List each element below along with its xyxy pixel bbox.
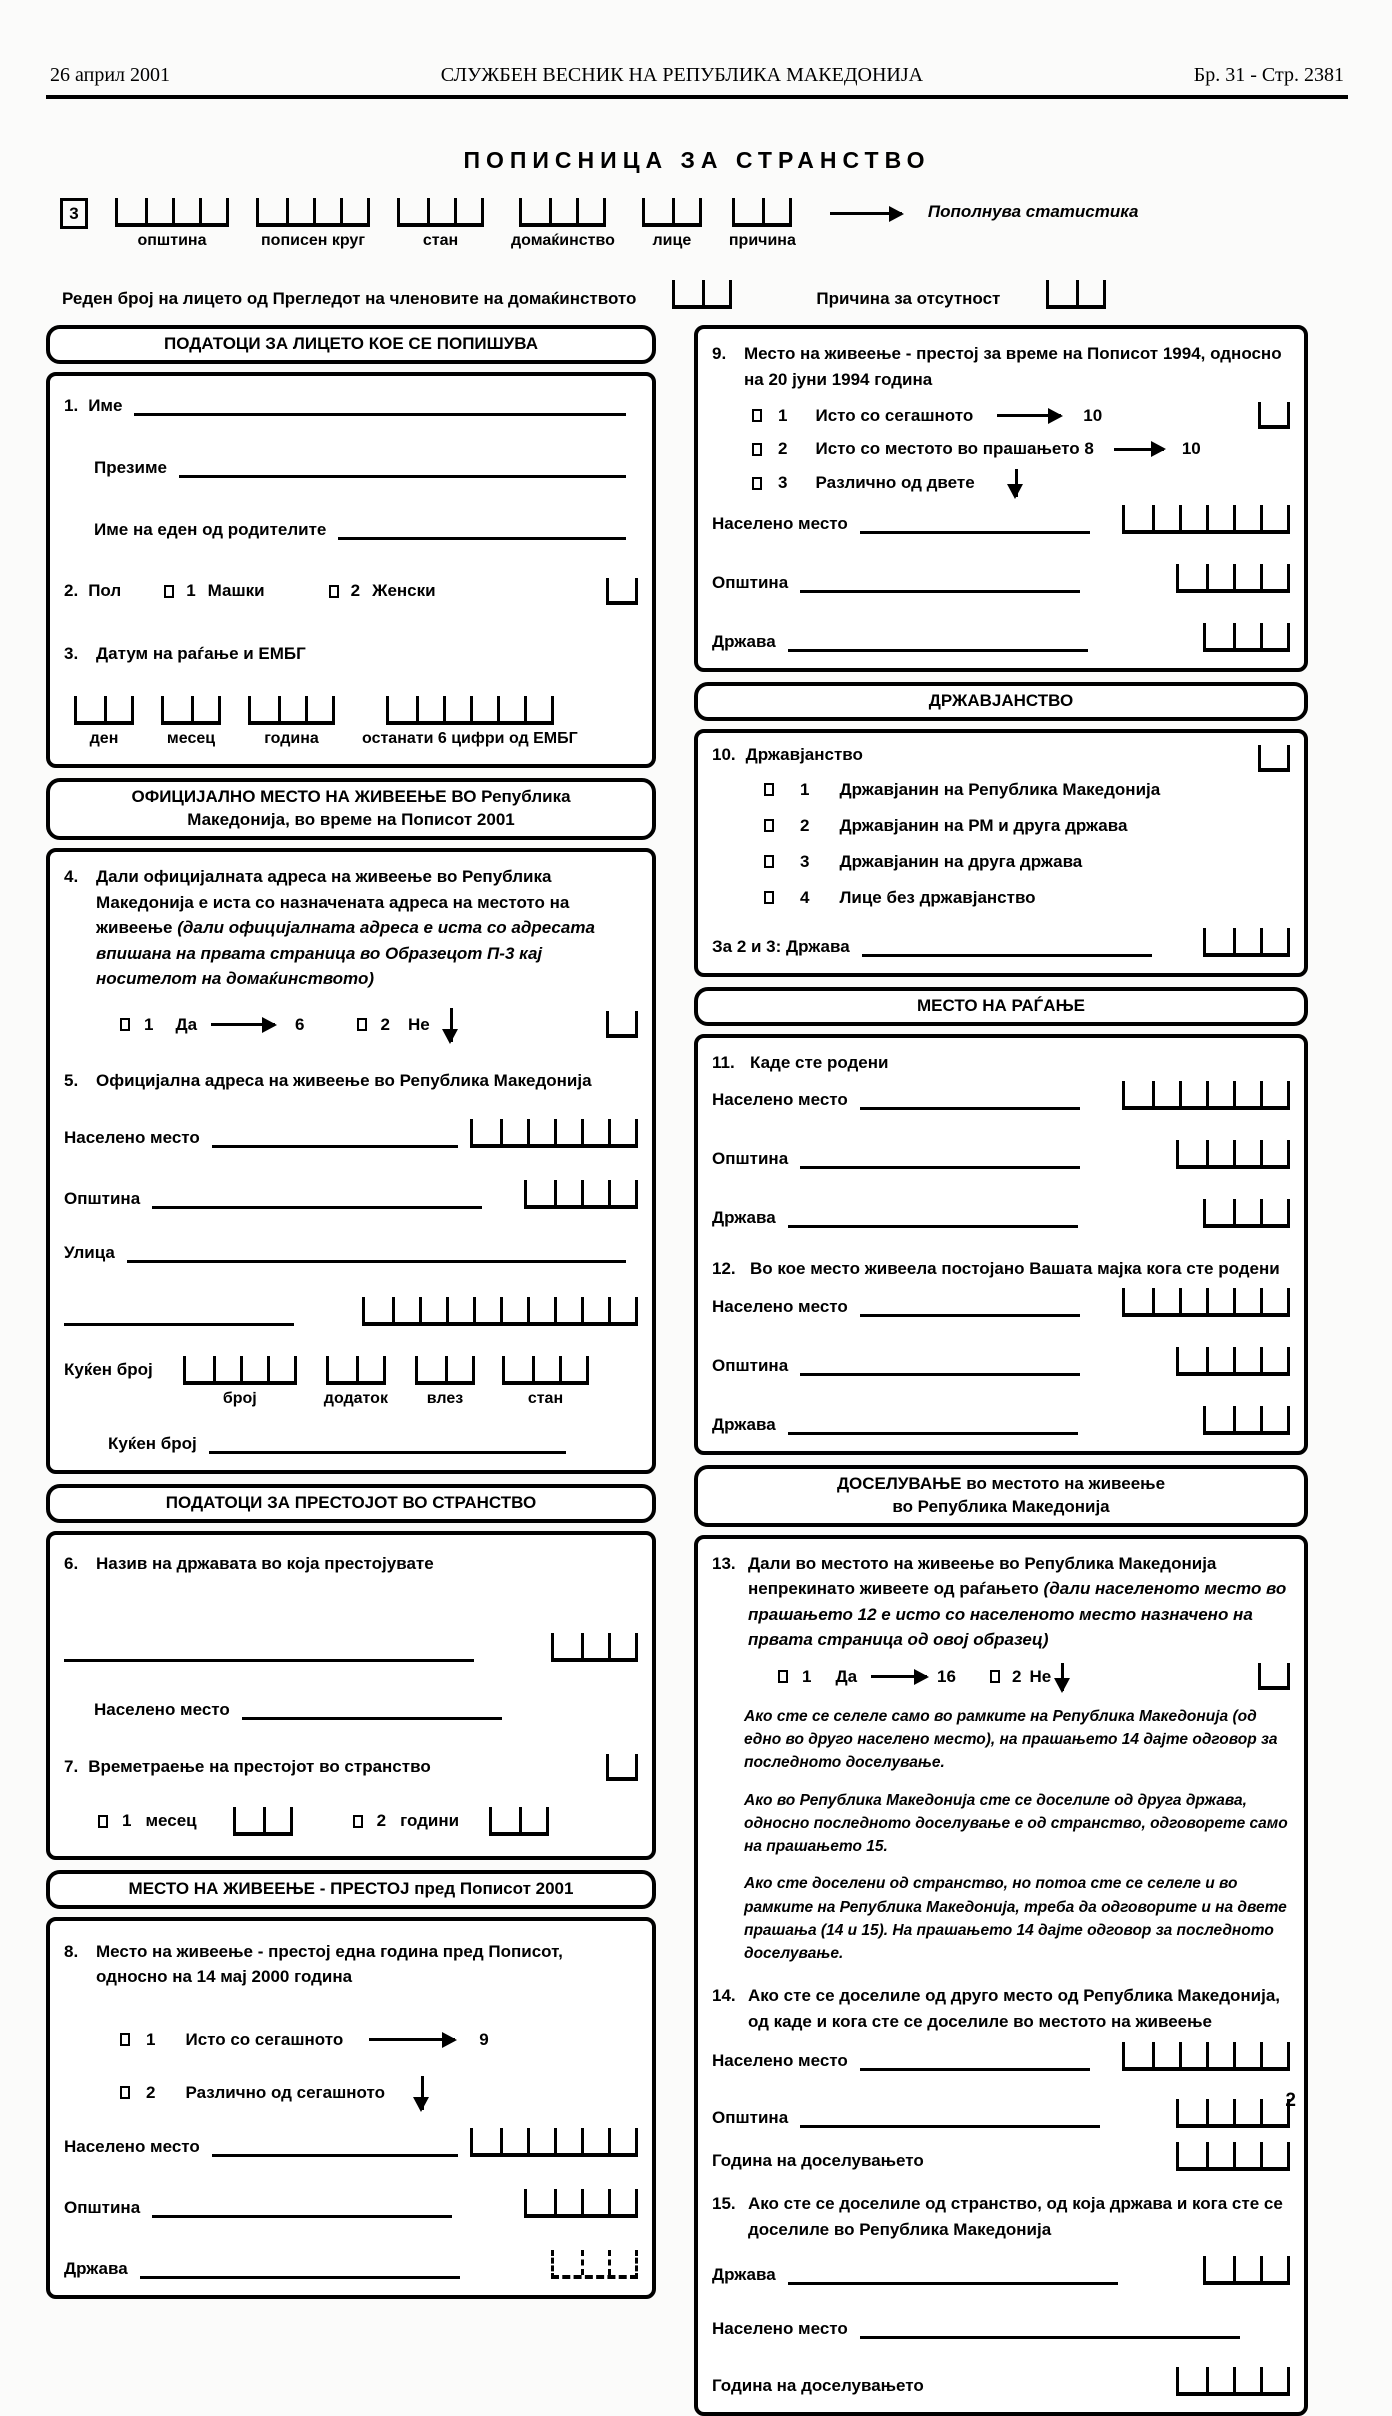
q13-yes-label: Да — [835, 1666, 858, 1686]
ordinal-cells[interactable] — [672, 280, 732, 309]
section-official-box — [46, 848, 656, 1474]
q11-naseleno-cells[interactable] — [1122, 1081, 1290, 1110]
q5-broj-group — [183, 1356, 297, 1408]
q9-label: Место на живеење - престој за време на Пописот 1994, односно на 20 јуни 1994 година — [744, 344, 1282, 389]
q4-no-code: 2 — [380, 1014, 390, 1034]
q7-month-cells[interactable] — [233, 1807, 293, 1836]
q7-month-checkbox[interactable] — [98, 1815, 108, 1828]
section-person-box — [46, 372, 656, 769]
q1-number: 1. — [64, 395, 79, 415]
q9-naseleno-input[interactable] — [860, 520, 1090, 534]
q2-male-code: 1 — [186, 581, 196, 601]
q3-embg-cells[interactable] — [386, 696, 554, 725]
q12-naseleno-label: Населено место — [712, 1296, 848, 1316]
lice-code-cells[interactable] — [642, 198, 702, 227]
header-rule — [46, 95, 1348, 99]
q2-answer-box[interactable] — [606, 578, 638, 605]
q6-drzava-cells[interactable] — [551, 1633, 638, 1662]
q4-text: Дали официјалната адреса на живеење во Република Македонија е иста со назначената адреса на местото на живеење (дали официјалната адреса е иста со адресата впишана на првата страница во Образецот П-3 кај носителот на домаќинството) — [96, 867, 595, 989]
q3-month-label: месец — [166, 730, 216, 748]
q6-label: Назив на државата во која престојувате — [96, 1554, 434, 1574]
q11-opstina-input[interactable] — [800, 1155, 1080, 1169]
q15-naseleno-label: Населено место — [712, 2319, 848, 2339]
q14-godina-cells[interactable] — [1176, 2142, 1290, 2171]
q12-number: 12. — [712, 1259, 736, 1279]
q7-answer-box[interactable] — [606, 1754, 638, 1781]
q3-year-cells[interactable] — [248, 696, 335, 725]
q5-stan-label: стан — [527, 1390, 564, 1408]
code-group-opstina — [115, 198, 229, 250]
code-group-pricina — [729, 198, 796, 250]
q9-same-label: Исто со сегашното — [815, 405, 974, 425]
section-abroad-header: ПОДАТОЦИ ЗА ПРЕСТОЈОТ ВО СТРАНСТВО — [46, 1484, 656, 1523]
q9-number: 9. — [712, 344, 727, 363]
section-migration-box — [694, 1535, 1308, 2416]
section-migration-line2: во Република Македонија — [892, 1496, 1110, 1516]
q5-broj-cells[interactable] — [183, 1356, 297, 1385]
section-before-box — [46, 1917, 656, 2299]
q7-years-checkbox[interactable] — [353, 1815, 363, 1828]
q2-female-code: 2 — [350, 581, 361, 601]
q5-dodatok-label: додаток — [323, 1390, 388, 1408]
q9-drzava-label: Држава — [712, 632, 776, 651]
q1-name-label: Име — [88, 395, 123, 415]
q8-goto-number: 9 — [479, 2029, 489, 2049]
popisen-krug-code-cells[interactable] — [256, 198, 370, 227]
q10-opt4-label: Лице без државјанство — [839, 887, 1036, 907]
q3-day-label: ден — [89, 730, 119, 748]
q5-ulica-label: Улица — [64, 1243, 115, 1263]
q8-goto-arrow-icon — [369, 2038, 455, 2041]
q8-drzava-label: Држава — [64, 2258, 128, 2278]
q13-yes-checkbox[interactable] — [778, 1670, 788, 1683]
q9-goto1-number: 10 — [1083, 405, 1103, 425]
q14-godina-label: Година на доселувањето — [712, 2151, 924, 2171]
code-group-lice — [642, 198, 702, 250]
q14-label: Ако сте се доселиле од друго место од Република Македонија, од каде и кога сте се доселиле во местото на живеење — [748, 1986, 1280, 2031]
form-title: ПОПИСНИЦА ЗА СТРАНСТВО — [463, 147, 931, 173]
q9-goto2-arrow-icon — [1114, 448, 1164, 451]
code-label: пописен круг — [261, 232, 365, 249]
right-column — [694, 325, 1308, 2416]
q13-down-arrow-icon — [1061, 1663, 1064, 1691]
q10-opt4-checkbox[interactable] — [764, 891, 774, 904]
q4-goto-number: 6 — [295, 1014, 305, 1034]
q10-opt2-checkbox[interactable] — [764, 819, 774, 832]
q12-opstina-input[interactable] — [800, 1362, 1080, 1376]
q3-day-cells[interactable] — [74, 696, 134, 725]
q13-goto-arrow-icon — [871, 1675, 927, 1678]
domakinstvo-code-cells[interactable] — [519, 198, 606, 227]
q9-opstina-label: Општина — [712, 573, 789, 592]
q5-dodatok-group — [324, 1356, 388, 1408]
q5-ulica-input-2[interactable] — [64, 1312, 294, 1326]
q13-no-code: 2 — [1011, 1666, 1022, 1686]
q15-godina-cells[interactable] — [1176, 2367, 1290, 2396]
q8-opstina-label: Општина — [64, 2197, 141, 2217]
q1-parent-label: Име на еден од родителите — [94, 519, 327, 539]
q8-opstina-cells[interactable] — [524, 2189, 638, 2218]
q12-drzava-cells[interactable] — [1203, 1406, 1290, 1435]
section-official-line1: ОФИЦИЈАЛНО МЕСТО НА ЖИВЕЕЊЕ ВО Република — [131, 787, 571, 807]
q13-instruction-3: Ако сте доселени од странство, но потоа сте се селеле и во рамките на Република Македонија, треба да одговорите и на двете прашања (14 и 15). На прашањето 14 дајте одговор за последното доселување. — [744, 1875, 1287, 1962]
right-arrow-icon — [830, 212, 902, 215]
q5-opstina-input[interactable] — [152, 1195, 482, 1209]
code-label: лице — [652, 232, 692, 249]
form-number-box: 3 — [60, 198, 88, 229]
section-before-header: МЕСТО НА ЖИВЕЕЊЕ - ПРЕСТОЈ пред Пописот 2001 — [46, 1870, 656, 1909]
q2-male-label: Машки — [207, 581, 265, 601]
q5-kukjen-label: Куќен број — [64, 1360, 153, 1380]
q14-naseleno-cells[interactable] — [1122, 2042, 1290, 2071]
page-number: 2 — [1285, 2090, 1296, 2111]
q7-years-label: години — [400, 1811, 460, 1831]
q7-label: Времетраење на престојот во странство — [88, 1757, 431, 1777]
q5-ulica-input[interactable] — [127, 1249, 626, 1263]
q4-yes-checkbox[interactable] — [120, 1018, 130, 1031]
q8-opstina-input[interactable] — [152, 2204, 452, 2218]
q13-answer-box[interactable] — [1258, 1663, 1290, 1690]
code-label: стан — [422, 232, 459, 249]
q3-number: 3. — [64, 643, 79, 663]
q12-opstina-label: Општина — [712, 1355, 789, 1375]
q9-same-checkbox[interactable] — [752, 409, 762, 422]
q13-note: (дали населеното место во прашањето 12 е исто со населеното место назначено на првата страница од овој образец) — [748, 1579, 1287, 1650]
q10-opt1-label: Државјанин на Република Македонија — [839, 779, 1161, 799]
q8-different-label: Различно од сегашното — [185, 2082, 385, 2102]
q5-vlez-cells[interactable] — [415, 1356, 475, 1385]
q6-naseleno-input[interactable] — [242, 1706, 502, 1720]
q9-drzava-cells[interactable] — [1203, 623, 1290, 652]
q10-opt3-checkbox[interactable] — [764, 855, 774, 868]
q10-opt3-label: Државјанин на друга држава — [839, 851, 1083, 871]
q15-drzava-label: Држава — [712, 2265, 776, 2285]
q10-drzava-input[interactable] — [862, 943, 1152, 957]
q8-same-label: Исто со сегашното — [185, 2029, 344, 2049]
q13-instruction-2: Ако во Република Македонија сте се доселиле од друга држава, односно последното доселување е од странство, одговорете само на прашањето 15. — [744, 1791, 1288, 1855]
q8-naseleno-cells[interactable] — [470, 2128, 638, 2157]
q10-label: Државјанство — [745, 744, 863, 764]
q8-down-arrow-icon — [421, 2076, 424, 2110]
q9-opstina-input[interactable] — [800, 579, 1080, 593]
q4-down-arrow-icon — [450, 1008, 453, 1042]
left-column — [46, 325, 656, 2416]
q2-female-checkbox[interactable] — [329, 585, 339, 598]
q11-opstina-label: Општина — [712, 1149, 789, 1169]
q5-ulica-cells[interactable] — [362, 1297, 638, 1326]
absence-label: Причина за отсутност — [816, 289, 1001, 308]
q3-month-group — [161, 696, 221, 748]
q1-surname-input[interactable] — [179, 464, 626, 478]
section-migration-line1: ДОСЕЛУВАЊЕ во местото на живеење — [836, 1473, 1166, 1493]
q9-goto2-number: 10 — [1181, 439, 1201, 458]
q11-opstina-cells[interactable] — [1176, 1140, 1290, 1169]
q3-embg-group — [362, 696, 578, 748]
q3-year-label: година — [264, 730, 319, 748]
section-citizenship-header: ДРЖАВЈАНСТВО — [694, 682, 1308, 721]
q2-label: Пол — [88, 581, 122, 601]
q4-answer-box[interactable] — [606, 1011, 638, 1038]
q9-same-q8-checkbox[interactable] — [752, 443, 762, 456]
q13-no-label: Не — [1029, 1666, 1052, 1686]
q9-answer-box[interactable] — [1258, 402, 1290, 429]
q4-note: (дали официјалната адреса е иста со адресата впишана на првата страница во Образецот П-3 кај носителот на домаќинството) — [96, 918, 595, 989]
q14-naseleno-label: Населено место — [712, 2051, 848, 2071]
q4-yes-label: Да — [175, 1014, 198, 1034]
q13-instruction-1: Ако сте се селеле само во рамките на Република Македонија (од едно во друго населено место), на прашањето 14 дајте одговор за последното доселување. — [744, 1707, 1278, 1772]
q5-stan-cells[interactable] — [502, 1356, 589, 1385]
q15-drzava-cells[interactable] — [1203, 2256, 1290, 2285]
ordinal-row — [62, 280, 1348, 309]
q6-drzava-input[interactable] — [64, 1648, 474, 1662]
q13-text: Дали во местото на живеење во Република Македонија непрекинато живеете од раѓањето (дали населеното место во прашањето 12 е исто со населеното место назначено на првата страница од овој образец) — [748, 1553, 1287, 1650]
q3-label: Датум на раѓање и ЕМБГ — [96, 643, 306, 663]
q14-number: 14. — [712, 1986, 736, 2006]
q15-drzava-input[interactable] — [788, 2271, 1118, 2285]
q12-naseleno-cells[interactable] — [1122, 1288, 1290, 1317]
section-migration-header — [694, 1465, 1308, 1527]
q5-kukjen2-label: Куќен број — [108, 1434, 197, 1454]
stan-code-cells[interactable] — [397, 198, 484, 227]
q14-opstina-label: Општина — [712, 2108, 789, 2128]
q9-drzava-input[interactable] — [788, 638, 1088, 652]
q8-drzava-cells[interactable] — [551, 2250, 638, 2279]
pricina-code-cells[interactable] — [732, 198, 792, 227]
q12-drzava-label: Држава — [712, 1414, 776, 1434]
q2-male-checkbox[interactable] — [164, 585, 174, 598]
q5-opstina-cells[interactable] — [524, 1180, 638, 1209]
page-header — [46, 64, 1348, 87]
q5-vlez-label: влез — [426, 1390, 464, 1408]
q9-same-code: 1 — [778, 405, 788, 425]
q10-opt2-label: Државјанин на РМ и друга држава — [839, 815, 1128, 835]
q4-yes-code: 1 — [144, 1014, 154, 1034]
q7-month-code: 1 — [122, 1811, 132, 1831]
q7-years-code: 2 — [376, 1811, 387, 1831]
q8-different-checkbox[interactable] — [120, 2086, 130, 2099]
q10-za-label: За 2 и 3: Држава — [712, 936, 850, 956]
q9-different-label: Различно од двете — [815, 473, 975, 492]
q10-answer-box[interactable] — [1258, 745, 1290, 772]
q5-opstina-label: Општина — [64, 1189, 141, 1209]
q1-surname-label: Презиме — [94, 457, 167, 477]
q8-different-code: 2 — [146, 2082, 156, 2102]
q5-naseleno-input[interactable] — [212, 1134, 458, 1148]
q8-same-code: 1 — [146, 2029, 156, 2049]
q10-opt1-checkbox[interactable] — [764, 783, 774, 796]
code-group-stan — [397, 198, 484, 250]
q2-number: 2. — [64, 581, 79, 601]
opstina-code-cells[interactable] — [115, 198, 229, 227]
q7-number: 7. — [64, 1757, 79, 1777]
q9-same-q8-code: 2 — [778, 439, 788, 458]
q5-label: Официјална адреса на живеење во Република Македонија — [96, 1070, 592, 1090]
q13-yes-code: 1 — [802, 1666, 812, 1686]
q14-naseleno-input[interactable] — [860, 2057, 1090, 2071]
q5-number: 5. — [64, 1070, 79, 1090]
q4-goto-arrow-icon — [211, 1023, 275, 1026]
q8-number: 8. — [64, 1941, 79, 1961]
q5-dodatok-cells[interactable] — [326, 1356, 386, 1385]
q14-opstina-cells[interactable] — [1176, 2099, 1290, 2128]
q3-month-cells[interactable] — [161, 696, 221, 725]
q10-opt1-code: 1 — [800, 779, 810, 799]
q10-opt2-code: 2 — [800, 815, 810, 835]
q8-label: Место на живеење - престој една година пред Пописот, односно на 14 мај 2000 година — [96, 1941, 563, 1987]
q5-stan-group — [502, 1356, 589, 1408]
q13-no-checkbox[interactable] — [990, 1670, 1000, 1683]
q10-number: 10. — [712, 744, 736, 764]
q8-same-checkbox[interactable] — [120, 2033, 130, 2046]
q9-opstina-cells[interactable] — [1176, 564, 1290, 593]
q13-number: 13. — [712, 1553, 736, 1573]
code-group-domakinstvo — [511, 198, 615, 250]
q1-name-input[interactable] — [134, 402, 626, 416]
q5-naseleno-label: Населено место — [64, 1128, 200, 1148]
code-label: домаќинство — [511, 232, 615, 249]
q7-month-label: месец — [145, 1811, 197, 1831]
header-gazette-title: СЛУЖБЕН ВЕСНИК НА РЕПУБЛИКА МАКЕДОНИЈА — [440, 64, 924, 86]
q11-label: Каде сте родени — [750, 1052, 889, 1072]
section-q9-box — [694, 325, 1308, 672]
q9-goto1-arrow-icon — [997, 414, 1061, 417]
q2-female-label: Женски — [372, 581, 436, 601]
code-label: општина — [137, 232, 207, 249]
q9-same-q8-label: Исто со местото во прашањето 8 — [815, 439, 1094, 458]
q9-different-code: 3 — [778, 473, 788, 492]
q11-drzava-label: Држава — [712, 1208, 776, 1228]
q5-vlez-group — [415, 1356, 475, 1408]
q11-drzava-input[interactable] — [788, 1214, 1078, 1228]
q6-number: 6. — [64, 1554, 79, 1574]
fill-note: Пополнува статистика — [927, 202, 1139, 221]
q12-opstina-cells[interactable] — [1176, 1347, 1290, 1376]
q11-number: 11. — [712, 1052, 735, 1072]
q11-naseleno-input[interactable] — [860, 1096, 1080, 1110]
q5-naseleno-cells[interactable] — [470, 1119, 638, 1148]
q12-label: Во кое место живеела постојано Вашата мајка кога сте родени — [750, 1259, 1280, 1279]
q8-naseleno-input[interactable] — [212, 2143, 458, 2157]
section-person-header: ПОДАТОЦИ ЗА ЛИЦЕТО КОЕ СЕ ПОПИШУВА — [46, 325, 656, 364]
section-birth-header: МЕСТО НА РАЃАЊЕ — [694, 987, 1308, 1026]
q15-naseleno-input[interactable] — [860, 2325, 1240, 2339]
absence-cells[interactable] — [1046, 280, 1106, 309]
q14-opstina-input[interactable] — [800, 2114, 1100, 2128]
q9-naseleno-cells[interactable] — [1122, 505, 1290, 534]
q8-drzava-input[interactable] — [140, 2265, 460, 2279]
q15-label: Ако сте се доселиле од странство, од која држава и кога сте се доселиле во Република Македонија — [748, 2194, 1283, 2239]
q4-no-label: Не — [407, 1014, 430, 1034]
q6-naseleno-label: Населено место — [94, 1699, 230, 1719]
q9-different-checkbox[interactable] — [752, 477, 762, 490]
q11-drzava-cells[interactable] — [1203, 1199, 1290, 1228]
q9-down-arrow-icon — [1015, 469, 1018, 497]
q3-embg-label: останати 6 цифри од ЕМБГ — [362, 730, 578, 748]
section-official-header — [46, 778, 656, 840]
q4-no-checkbox[interactable] — [357, 1018, 367, 1031]
q15-godina-label: Година на доселувањето — [712, 2376, 924, 2396]
q15-number: 15. — [712, 2194, 736, 2214]
header-issue: Бр. 31 - Стр. 2381 — [1193, 64, 1344, 86]
code-row — [60, 198, 1348, 250]
code-label: причина — [728, 232, 796, 249]
q3-year-group — [248, 696, 335, 748]
header-date: 26 април 2001 — [50, 64, 170, 86]
q12-naseleno-input[interactable] — [860, 1303, 1080, 1317]
q8-naseleno-label: Населено место — [64, 2136, 200, 2156]
section-citizenship-box — [694, 729, 1308, 977]
q1-parent-input[interactable] — [338, 526, 626, 540]
code-group-popisen-krug — [256, 198, 370, 250]
section-birth-box — [694, 1034, 1308, 1455]
q5-kukjen2-input[interactable] — [209, 1440, 566, 1454]
q9-naseleno-label: Населено место — [712, 514, 848, 533]
q13-goto-number: 16 — [937, 1666, 956, 1686]
section-official-line2: Македонија, во време на Пописот 2001 — [187, 810, 515, 830]
section-abroad-box — [46, 1531, 656, 1860]
q11-naseleno-label: Населено место — [712, 1090, 848, 1110]
ordinal-label: Реден број на лицето од Прегледот на членовите на домаќинството — [62, 289, 637, 308]
q3-day-group — [74, 696, 134, 748]
q10-drzava-cells[interactable] — [1203, 928, 1290, 957]
q4-number: 4. — [64, 867, 79, 887]
q7-years-cells[interactable] — [489, 1807, 549, 1836]
q5-broj-label: број — [222, 1390, 257, 1408]
q10-opt4-code: 4 — [800, 887, 810, 907]
q10-opt3-code: 3 — [800, 851, 810, 871]
q12-drzava-input[interactable] — [788, 1421, 1078, 1435]
